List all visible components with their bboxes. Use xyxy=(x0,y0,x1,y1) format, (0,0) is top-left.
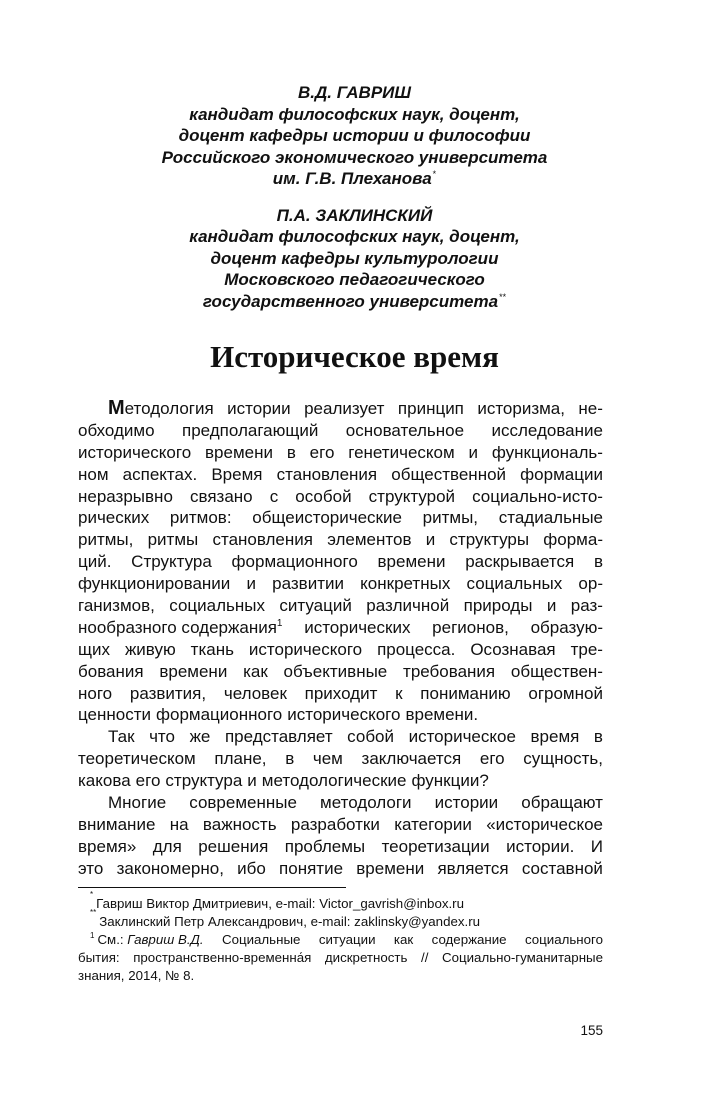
footnote-ref: 1 xyxy=(276,617,283,629)
footnote-marker: * xyxy=(90,890,94,899)
body-line: это закономерно, ибо понятие времени является составной xyxy=(78,858,603,878)
author-affiliation-line: Московского педагогического xyxy=(224,270,485,289)
body-line: Многие современные методологи истории обращают xyxy=(108,793,603,813)
body-line: бования времени как объективные требования обществен- xyxy=(78,661,603,681)
author-affiliation-line: кандидат философских наук, доцент, xyxy=(189,227,520,246)
footnote-3-line-2: бытия: пространственно-временна́я дискретность // Социально-гуманитарные xyxy=(78,950,603,965)
footnote-2: ** Заклинский Петр Александрович, e-mail: zaklinsky@yandex.ru xyxy=(90,908,481,929)
footnote-marker: ** xyxy=(90,908,97,917)
footnote-marker: ** xyxy=(499,291,507,302)
body-line: неразрывно связано с особой структурой социально-исто- xyxy=(78,486,603,506)
body-line: щих живую ткань исторического процесса. Осознавая тре- xyxy=(78,639,603,659)
author-block-1 xyxy=(0,82,709,190)
body-line: ценности формационного исторического времени. xyxy=(78,705,479,725)
author-name: П.А. ЗАКЛИНСКИЙ xyxy=(276,205,433,225)
author-affiliation-line: доцент кафедры истории и философии xyxy=(178,126,531,145)
body-line: ном аспектах. Время становления общественной формации xyxy=(78,464,603,484)
body-line: теоретическом плане, в чем заключается его сущность, xyxy=(78,749,603,769)
body-line: исторического времени в его генетическом и функциональ- xyxy=(78,442,603,462)
author-block-2 xyxy=(0,205,709,313)
author-affiliation-line: государственного университета** xyxy=(202,291,507,311)
article-title: Историческое время xyxy=(210,339,499,374)
author-affiliation-line: им. Г.В. Плеханова* xyxy=(272,169,437,188)
author-name: В.Д. ГАВРИШ xyxy=(297,83,412,102)
footnote-marker: 1 xyxy=(90,931,95,940)
body-line: какова его структура и методологические функции? xyxy=(78,771,489,791)
author-affiliation-line: Российского экономического университета xyxy=(161,147,548,167)
body-line: внимание на важность разработки категории «историческое xyxy=(78,814,603,834)
body-line: Так что же представляет собой историческое время в xyxy=(108,727,603,747)
body-line: ритмы, ритмы становления элементов и структуры форма- xyxy=(78,530,603,550)
body-line: Методология истории реализует принцип историзма, не- xyxy=(108,397,603,419)
body-line: ганизмов, социальных ситуаций различной природы и раз- xyxy=(78,596,603,616)
body-line: нообразного содержания$^1$ исторических регионов, образую- xyxy=(78,617,603,637)
footnote-marker: * xyxy=(432,169,437,179)
footnotes xyxy=(78,890,603,985)
author-info xyxy=(0,82,709,312)
body-line: рических ритмов: общеисторические ритмы, стадиальные xyxy=(78,508,603,528)
body-line: ций. Структура формационного времени раскрывается в xyxy=(78,552,603,572)
footnote-3: $^1$ См.: Гавриш В.Д. Социальные ситуации как содержание социального xyxy=(90,931,603,947)
author-affiliation-line: доцент кафедры культурологии xyxy=(210,248,499,268)
body-line: ного развития, человек приходит к пониманию огромной xyxy=(78,683,603,703)
body-line: функционировании и развитии конкретных социальных ор- xyxy=(78,574,603,594)
cited-author: Гавриш В.Д. xyxy=(127,932,204,947)
drop-cap: М xyxy=(108,397,125,419)
body-line: обходимо предполагающий основательное исследование xyxy=(78,420,603,440)
article-body xyxy=(78,398,603,880)
footnote-3-line-3: знания, 2014, № 8. xyxy=(78,968,195,983)
page-number: 155 xyxy=(580,1023,603,1038)
footnote-separator xyxy=(78,887,346,888)
body-line: время» для решения проблемы теоретизации истории. И xyxy=(78,836,603,856)
footnote-1: * Гавриш Виктор Дмитриевич, e-mail: Victor_gavrish@inbox.ru xyxy=(90,890,465,911)
author-affiliation-line: кандидат философских наук, доцент, xyxy=(189,104,520,124)
